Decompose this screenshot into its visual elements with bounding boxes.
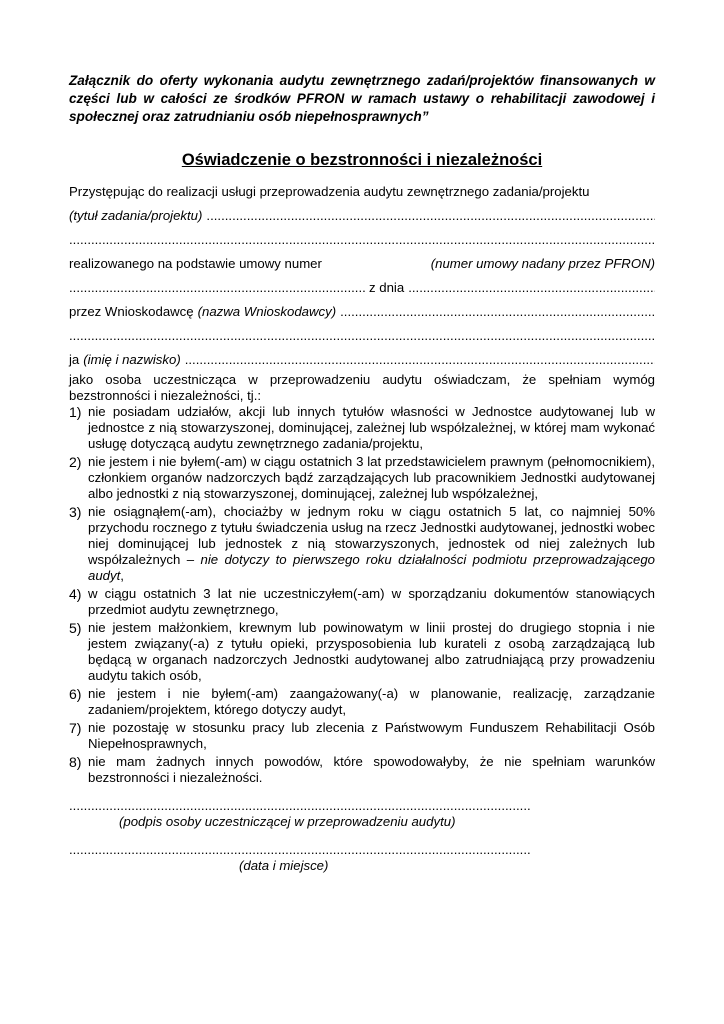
name-label: (imię i nazwisko)	[83, 352, 181, 367]
project-title-fill-2	[69, 232, 655, 248]
applicant-prefix: przez Wnioskodawcę	[69, 304, 194, 319]
declaration-text: jako osoba uczestnicząca w przeprowadzeniu audytu oświadczam, że spełniam wymóg bezstronności i niezależności, tj.:	[69, 372, 655, 403]
document-body	[69, 184, 655, 874]
item-text: nie mam żadnych innych powodów, które spowodowałyby, że nie spełniam warunków bezstronności i niezależności.	[88, 754, 655, 785]
name-fill	[185, 352, 655, 368]
project-title-line	[69, 208, 655, 224]
item-text-tail: ,	[120, 568, 124, 583]
item-text: nie jestem małżonkiem, krewnym lub powinowatym w linii prostej do drugiego stopnia i nie jestem związany(-a) z tytułu opieki, przysposobienia lub kurateli z osobą zarządzającą lub będącą w organach nadzorczych Jednostki audytowanej albo zatrudniającą przy prowadzeniu audytu takich osób,	[88, 620, 655, 683]
applicant-fill-2	[69, 328, 655, 344]
contract-number-fill	[69, 280, 365, 296]
item-text: w ciągu ostatnich 3 lat nie uczestniczyłem(-am) w sporządzaniu dokumentów stanowiących przedmiot audytu zewnętrznego,	[88, 586, 655, 617]
contract-date-fill	[408, 280, 655, 296]
item-text: nie pozostaję w stosunku pracy lub zlecenia z Państwowym Funduszem Rehabilitacji Osób Niepełnosprawnych,	[88, 720, 655, 751]
list-item	[69, 720, 655, 752]
item-text: nie posiadam udziałów, akcji lub innych tytułów własności w Jednostce audytowanej lub w jednostce z nią stowarzyszonej, dominującej, zależnej lub współzależnej, w której mam wykonać usługę dotyczącą audytu zewnętrznego zadania/projektu,	[88, 404, 655, 451]
list-item	[69, 686, 655, 718]
date-place-line	[69, 842, 531, 858]
document-title: Oświadczenie o bezstronności i niezależności	[181, 151, 543, 169]
date-caption: (data i miejsce)	[239, 858, 329, 873]
date-prefix: z dnia	[369, 280, 405, 295]
contract-date-line	[69, 280, 655, 296]
conditions-list	[69, 404, 655, 786]
item-text-italic: nie dotyczy to pierwszego roku działalności podmiotu przeprowadzającego audyt	[88, 552, 655, 583]
contract-label: (numer umowy nadany przez PFRON)	[430, 256, 655, 271]
contract-line	[69, 256, 655, 272]
applicant-label: (nazwa Wnioskodawcy)	[197, 304, 337, 319]
signature-block	[69, 798, 655, 830]
list-item	[69, 404, 655, 452]
list-item	[69, 620, 655, 684]
project-title-fill	[206, 208, 655, 224]
item-text-main: nie osiągnąłem(-am), chociażby w jednym roku w ciągu ostatnich 5 lat, co najmniej 50% przychodu rocznego z tytułu świadczenia usług na rzecz Jednostki audytowanej, jednostki wobec niej dominującej lub jednostek z nią stowarzyszonych, jednostek od niej zależnych lub współzależnych –	[88, 504, 655, 567]
applicant-fill	[340, 304, 655, 320]
list-item	[69, 454, 655, 502]
intro-text: Przystępując do realizacji usługi przeprowadzenia audytu zewnętrznego zadania/projektu	[69, 184, 590, 199]
project-title-continuation	[69, 232, 655, 248]
item-number: 2)	[69, 454, 82, 470]
list-item	[69, 504, 655, 584]
name-line	[69, 352, 655, 368]
item-text: nie jestem i nie byłem(-am) w ciągu ostatnich 3 lat przedstawicielem prawnym (pełnomocnikiem), członkiem organów nadzorczych bądź zarządzających lub pracownikiem Jednostki audytowanej albo jednostki z nią stowarzyszonej, dominującej, zależnej lub współzależnej,	[88, 454, 655, 501]
contract-prefix: realizowanego na podstawie umowy numer	[69, 256, 322, 271]
attachment-header: Załącznik do oferty wykonania audytu zewnętrznego zadań/projektów finansowanych w części lub w całości ze środków PFRON w ramach ustawy o rehabilitacji zawodowej i społecznej oraz zatrudnianiu osób niepełnosprawnych”	[69, 73, 655, 124]
item-number: 3)	[69, 504, 82, 520]
item-number: 5)	[69, 620, 82, 636]
signature-caption: (podpis osoby uczestniczącej w przeprowadzeniu audytu)	[119, 814, 456, 829]
item-number: 6)	[69, 686, 82, 702]
item-text	[88, 504, 655, 584]
intro-line	[69, 184, 655, 200]
item-number: 4)	[69, 586, 82, 602]
project-title-label: (tytuł zadania/projektu)	[69, 208, 203, 223]
applicant-continuation	[69, 328, 655, 344]
document-page	[69, 72, 655, 874]
applicant-line	[69, 304, 655, 320]
item-number: 1)	[69, 404, 82, 420]
item-text: nie jestem i nie byłem(-am) zaangażowany(-a) w planowanie, realizację, zarządzanie zadaniem/projektem, którego dotyczy audyt,	[88, 686, 655, 717]
item-number: 7)	[69, 720, 82, 736]
item-number: 8)	[69, 754, 82, 770]
list-item	[69, 754, 655, 786]
list-item	[69, 586, 655, 618]
signature-line	[69, 798, 531, 814]
date-block	[69, 842, 655, 874]
name-prefix: ja	[69, 352, 80, 367]
